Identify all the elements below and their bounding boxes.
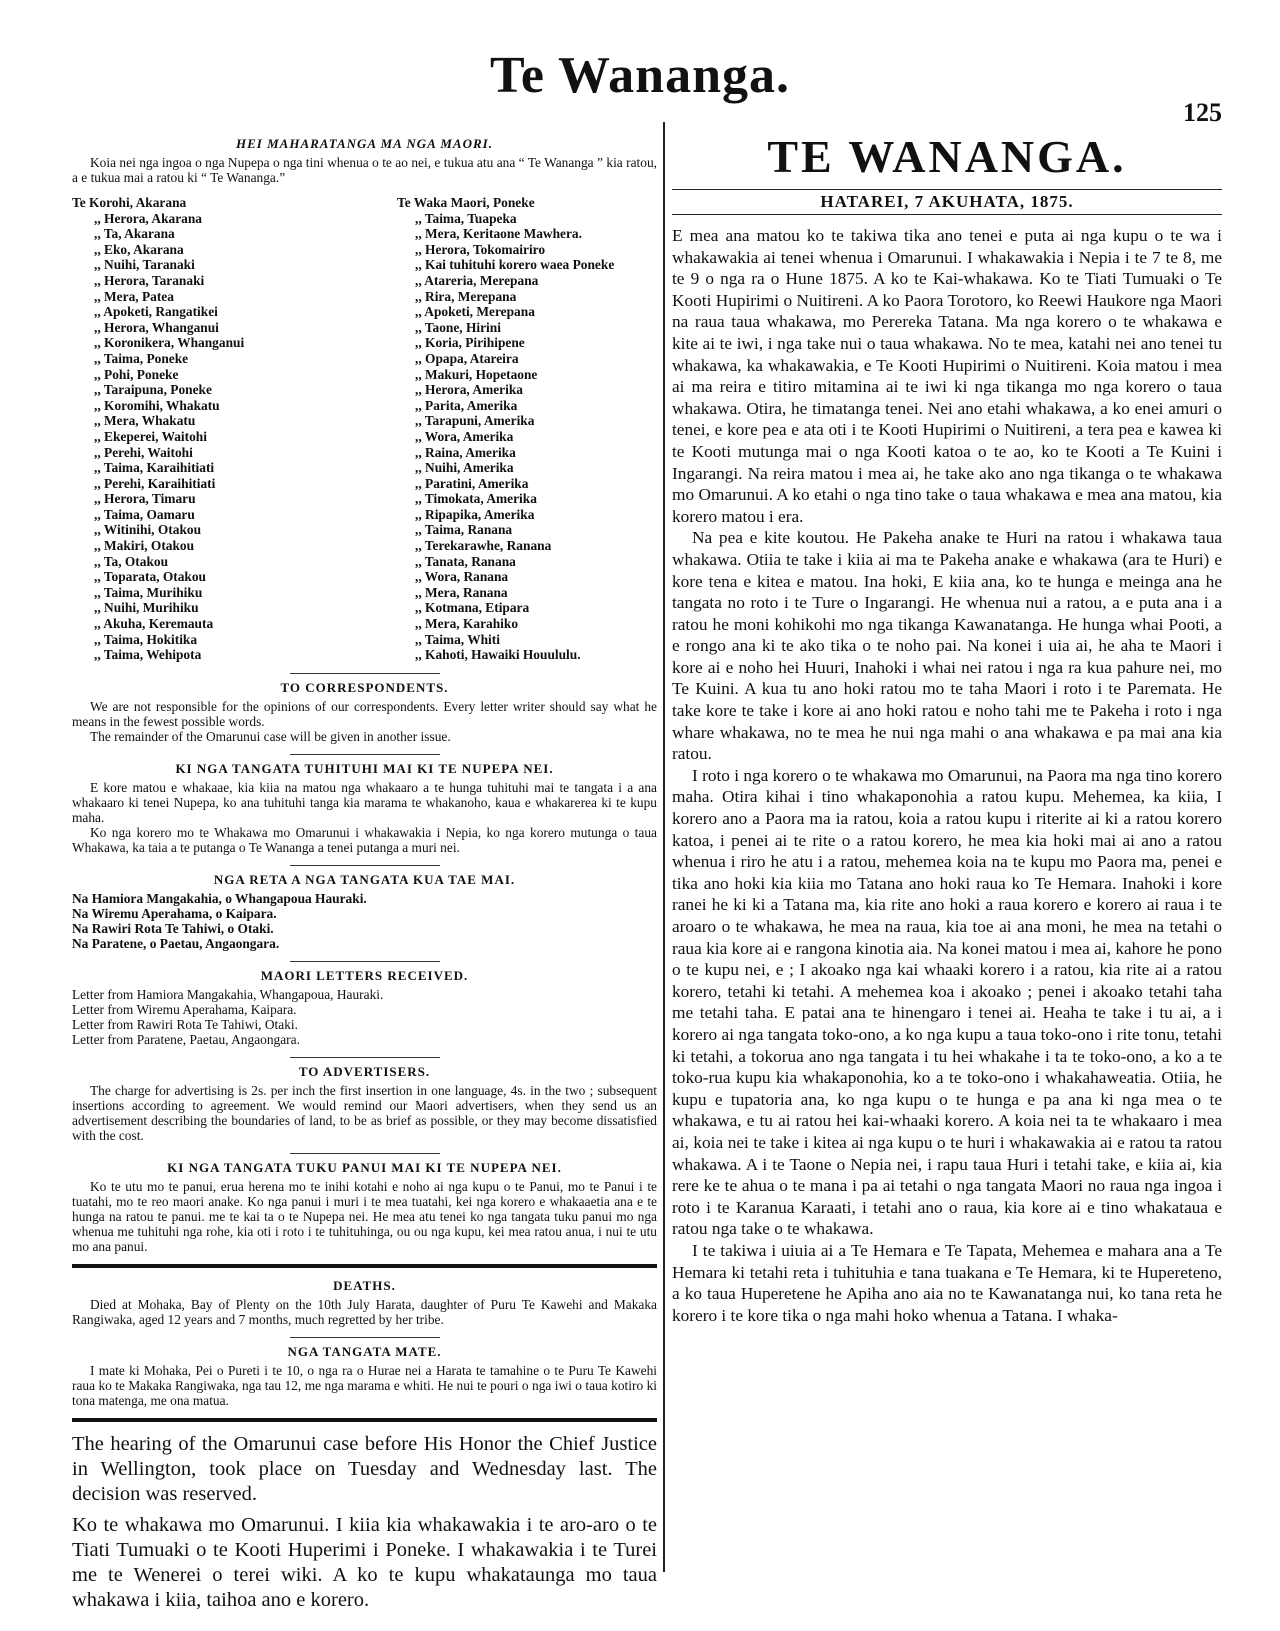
newspaper-name: ,, Taraipuna, Poneke xyxy=(94,382,212,398)
newspaper-name: ,, Kai tuhituhi korero waea Poneke xyxy=(415,257,615,273)
tuhituhi-text: E kore matou e whakaae, kia kiia na matou nga whakaaro a te hunga tuhituhi mai te tangata i a ana whakaaro ki tenei Nupepa, ko ana tuhituhi tanga kia marama te whakanoho, kaua e whakarerea ki te kupu maha. xyxy=(72,779,657,825)
newspaper-name: ,, Taima, Hokitika xyxy=(94,631,198,647)
letter-item: Letter from Wiremu Aperahama, Kaipara. xyxy=(72,1001,297,1017)
correspondents-text: We are not responsible for the opinions of our correspondents. Every letter writer should say what he means in the fewest possible words. xyxy=(72,698,657,729)
divider xyxy=(290,754,440,755)
newspaper-name: Te Korohi, Akarana xyxy=(72,195,187,210)
editorial-paragraph: I te takiwa i uiuia ai a Te Hemara e Te Tapata, Mehemea e mahara ana a Te Hemara ki tetahi reta i tuhituhia e tana tuakana e Te Hemara, ki te Hupereteno, a ko taua Huperetene he Apiha ano aia no te Kawanatanga nui, ko tana reta he korero i te kore tika o nga mahi hoko whenua a Tatana. I whaka- xyxy=(672,1240,1222,1325)
reta-item: Na Paratene, o Paetau, Angaongara. xyxy=(72,935,280,951)
newspaper-name: ,, Taima, Tuapeka xyxy=(415,210,517,226)
newspaper-name: ,, Wora, Amerika xyxy=(415,428,514,444)
thick-divider xyxy=(72,1264,657,1268)
newspaper-name: ,, Taima, Whiti xyxy=(415,631,500,647)
reta-title: NGA RETA A NGA TANGATA KUA TAE MAI. xyxy=(213,871,516,887)
newspaper-name: ,, Mera, Ranana xyxy=(415,584,508,600)
newspaper-list-col1 xyxy=(72,195,244,663)
editorial-paragraph: Na pea e kite koutou. He Pakeha anake te Huri na ratou i whakawa taua whakawa. Otiia te take i kiia ai ma te Pakeha anake e whakawa (ara te Huri) e kore tena e kitea e matou. Ina hoki, E kiia ana, ko te hunga e meinga ana he tangata no roto i te Ture o Ingarangi. He whenua nui a ratou, a e puta ana i a ratou he moni kohikohi mo nga tikanga Kawanatanga. He hunga whai Pooti, a e rongo ana ki te ako tika o te noho pai. Na konei i uia ai, he aha te Maori i kore ai e noho hei Huuri, Inahoki i whai nei ratou i nga ra kua pahure nei, mo Te Kuini. A kua tu ano hoki ratou mo te taha Maori i roto i te Paremata. He take kore te take i kore ai ano hoki ratou e noho tahi me te Pakeha i roto i nga whare whakawa, no te mea he nui nga mahi o ana whakawa e pa mai ana kia ratou. xyxy=(672,528,1222,764)
divider xyxy=(290,673,440,674)
newspaper-name: ,, Wora, Ranana xyxy=(415,569,509,585)
letter-item: Letter from Paratene, Paetau, Angaongara. xyxy=(72,1031,300,1047)
newspaper-name: ,, Perehi, Karaihitiati xyxy=(94,475,216,491)
newspaper-name: ,, Nuihi, Amerika xyxy=(415,460,514,476)
newspaper-name: ,, Mera, Karahiko xyxy=(415,616,519,632)
newspaper-name: ,, Taima, Oamaru xyxy=(94,506,195,522)
divider xyxy=(290,1153,440,1154)
newspaper-name: ,, Witinihi, Otakou xyxy=(94,522,202,538)
masthead: Te Wananga. xyxy=(489,47,791,104)
newspaper-name: ,, Taone, Hirini xyxy=(415,319,501,335)
newspaper-name: ,, Herora, Whanganui xyxy=(94,319,219,335)
maharatanga-title: HEI MAHARATANGA MA NGA MAORI. xyxy=(236,136,493,151)
editorial-body xyxy=(672,225,1222,1326)
newspaper-name: ,, Apoketi, Merepana xyxy=(415,304,535,320)
newspaper-name: ,, Parita, Amerika xyxy=(415,397,518,413)
newspaper-name: ,, Mera, Whakatu xyxy=(94,413,196,429)
newspaper-name: ,, Mera, Keritaone Mawhera. xyxy=(415,226,582,242)
page-number: 125 xyxy=(1183,98,1222,127)
newspaper-name: ,, Atareria, Merepana xyxy=(415,272,539,288)
letters-list xyxy=(72,987,657,1047)
newspaper-name: ,, Tarapuni, Amerika xyxy=(415,413,535,429)
left-column xyxy=(72,130,657,1619)
newspaper-name: ,, Timokata, Amerika xyxy=(415,491,537,507)
kiia-text: Ko te whakawa mo Omarunui. I kiia kia whakawakia i te aro-aro o te Tiati Tumuaki o te Kooti Huperimi i Poneke. I whakawakia i te Turei me te Wenerei o terei wiki. A ko te kupu whakataunga mo taua whakawa i kiia, taihoa ano e korero. xyxy=(72,1513,657,1611)
column-divider xyxy=(663,122,665,1572)
newspaper-name: ,, Kotmana, Etipara xyxy=(415,600,530,616)
reta-list xyxy=(72,891,657,951)
letter-item: Letter from Rawiri Rota Te Tahiwi, Otaki. xyxy=(72,1016,298,1032)
reta-item: Na Hamiora Mangakahia, o Whangapoua Hauraki. xyxy=(72,890,367,906)
deaths-text: Died at Mohaka, Bay of Plenty on the 10th July Harata, daughter of Puru Te Kawehi and Makaka Rangiwaka, aged 12 years and 7 months, much regretted by her tribe. xyxy=(72,1296,657,1327)
letters-title: MAORI LETTERS RECEIVED. xyxy=(260,967,469,983)
newspaper-name: ,, Rira, Merepana xyxy=(415,288,517,304)
reta-item: Na Rawiri Rota Te Tahiwi, o Otaki. xyxy=(72,920,274,936)
newspaper-name: ,, Taima, Murihiku xyxy=(94,584,203,600)
newspaper-name: ,, Nuihi, Taranaki xyxy=(94,257,195,273)
newspaper-name: ,, Makuri, Hopetaone xyxy=(415,366,538,382)
newspaper-name: ,, Tanata, Ranana xyxy=(415,553,516,569)
newspaper-name: ,, Kahoti, Hawaiki Houululu. xyxy=(415,647,581,663)
newspaper-name: ,, Apoketi, Rangatikei xyxy=(94,304,218,320)
newspaper-name: ,, Ripapika, Amerika xyxy=(415,506,535,522)
newspaper-name: ,, Herora, Tokomairiro xyxy=(415,241,546,257)
editorial-paragraph: E mea ana matou ko te takiwa tika ano tenei e puta ai nga kupu o te wa i whakawakia ai tenei whenua i Omarunui. I whakawakia i Nepia i te 7 te 8, me te 9 o nga ra o Hune 1875. A ko te Kai-whakawa. Ko te Tiati Tumuaki o Te Kooti Hupirimi o Nuitireni. A ko Paora Torotoro, ko Reewi Haukore nga Maori na raua taua whakawa, mo Perereka Tatana. Ma nga korero o te whakawa e kite ai te iwi, i nga take nui o taua whakawa. No te mea, katahi nei ano tenei tu whakawa, ka whakawakia, e Te Kooti Hupirimi o Nuitireni. Koia matou i mea ai ma reira e titiro mitamina ai te iwi ki nga tikanga mo nga korero o taua whakawa. Otira, he timatanga tenei. Nei ano etahi whakawa, a ko enei amuri o tenei, e kore pea e ata oti i te Kooti Hupirimi o Nuitireni, a tera pea e kawea ki te Kooti mutunga mai o nga Kooti katoa o te ao, ko te Kooti a Te Kuini i Ingarangi. Na reira matou i mea ai, he take ako ano nga tikanga o te whakawa mo Omarunui. A ko etahi o nga tino take o taua whakawa e mea ana matou, kia korero matou i era. xyxy=(672,226,1222,526)
newspaper-list xyxy=(72,195,657,663)
panui-text: Ko te utu mo te panui, erua herena mo te inihi kotahi e noho ai nga kupu o te Panui, mo te Panui i te tuatahi, mo te reo maori anake. Ko nga panui i muri i te mea tuatahi, kei nga korero e whakaaetia ana e te hunga na ratou te panui. me te kai ta o te Nupepa nei. He mea atu tenei ko nga tangata tuku panui mo nga whenua me tuhituhi nga rohe, kia oti i roto i te tuhituhinga, ou ou nga kupu, kei mea ratou anua, i nui te utu mo ana panui. xyxy=(72,1178,657,1254)
editorial-date: HATAREI, 7 AKUHATA, 1875. xyxy=(672,189,1222,215)
deaths-title: DEATHS. xyxy=(333,1277,396,1293)
right-column xyxy=(672,130,1222,1326)
newspaper-name: ,, Koria, Pirihipene xyxy=(415,335,525,351)
newspaper-name: ,, Pohi, Poneke xyxy=(94,366,179,382)
newspaper-name: ,, Terekarawhe, Ranana xyxy=(415,538,552,554)
reta-item: Na Wiremu Aperahama, o Kaipara. xyxy=(72,905,277,921)
newspaper-list-col2 xyxy=(397,195,657,663)
divider xyxy=(290,961,440,962)
advertisers-text: The charge for advertising is 2s. per inch the first insertion in one language, 4s. in the two ; subsequent insertions according to agreement. We would remind our Maori advertisers, when they send us an advertisement describing the boundaries of land, to be as brief as possible, or they may become dissatisfied with the cost. xyxy=(72,1082,657,1143)
newspaper-name: ,, Koronikera, Whanganui xyxy=(94,335,245,351)
newspaper-name: ,, Herora, Akarana xyxy=(94,210,202,226)
newspaper-name: ,, Herora, Timaru xyxy=(94,491,196,507)
newspaper-name: ,, Taima, Ranana xyxy=(415,522,513,538)
correspondents-title: TO CORRESPONDENTS. xyxy=(280,679,449,695)
newspaper-name: ,, Taima, Wehipota xyxy=(94,647,202,663)
divider xyxy=(290,865,440,866)
divider xyxy=(290,1337,440,1338)
newspaper-name: ,, Herora, Amerika xyxy=(415,382,523,398)
newspaper-name: ,, Opapa, Atareira xyxy=(415,350,519,366)
newspaper-name: ,, Koromihi, Whakatu xyxy=(94,397,220,413)
newspaper-name: ,, Eko, Akarana xyxy=(94,241,184,257)
newspaper-name: ,, Ta, Otakou xyxy=(94,553,169,569)
newspaper-name: ,, Makiri, Otakou xyxy=(94,538,195,554)
mate-title: NGA TANGATA MATE. xyxy=(287,1343,442,1359)
divider xyxy=(290,1057,440,1058)
letter-item: Letter from Hamiora Mangakahia, Whangapoua, Hauraki. xyxy=(72,986,384,1002)
newspaper-name: ,, Perehi, Waitohi xyxy=(94,444,193,460)
newspaper-name: ,, Paratini, Amerika xyxy=(415,475,529,491)
newspaper-name: ,, Taima, Poneke xyxy=(94,350,189,366)
maharatanga-intro: Koia nei nga ingoa o nga Nupepa o nga tini whenua o te ao nei, e tukua atu ana “ Te Wananga ” kia ratou, a e tukua mai a ratou ki “ Te Wananga.” xyxy=(72,155,657,185)
editorial-paragraph: I roto i nga korero o te whakawa mo Omarunui, na Paora ma nga tino korero maha. Otira kihai i tino whakaponohia a ratou kupu. Mehemea, ka kiia, I korero ano a Paora ma ia ratou, koia a ratou kupu i riterite ai ki a ratou korero katoa, i penei ai te rite o a ratou korero, he mea kia hoki mai ai ano a ratou whenua i riro he atu i a ratou, mehemea koia na te kupu mo Paora ma, penei e tika ano hoki kia kiia mo Tatana ano hoki raua ko Te Hemara. Inahoki i kore ranei he ki ki a Tatana ma, kia rite ano hoki a raua korero e korero ai raua i te aroaro o te whakawa, he mea na raua, kia toe ai ana moni, he mea na tetahi o raua kia kore ai e rangona kinotia aia. Na konei matou i mea ai, kahore he pono o te kupu nei, e ; I akoako nga kai whaaki korero i a ratou, kia rite ai a ratou korero, tetahi ki tetahi. A mehemea koa i akoako ; penei i akoako tetahi taha me tetahi taha. E patai ana te hinengaro i tenei ai. Heaha te take i tu ai, a i korero ai nga tangata toko-ono, a ko nga kupu a taua toko-ono i rite tonu, tetahi ki tetahi, a tokorua ano nga tangata i tu hei whakahe i ta te toko-ono, a ko a te toko-rua kupu kia whakaponohia, ko a te toko-ono i whakahaweatia. Otiia, he kupu e tupatoria ana, ko nga kupu o te hunga e pa ana ki nga mea o te whakawa, e tu ai ratou hei kai-whaaki korero. A koia nei ta te whakaaro i mea ai, koia nei te take i kitea ai nga kupu o te huri i whakawakia ai e ratou ta ratou whakawa. A i te Taone o Nepia nei, i rapu taua Huri i tetahi take, e kiia ai, kia rere ke te ahua o te mana i pa ai tetahi o nga tangata Maori no raua nga ingoa i roto i te Karanua Karaati, i tetahi ano o raua, kia kore ai e tino whakataua e ratou nga take o te whakawa. xyxy=(672,765,1222,1239)
thick-divider xyxy=(72,1418,657,1422)
newspaper-name: Te Waka Maori, Poneke xyxy=(397,195,535,210)
panui-title: KI NGA TANGATA TUKU PANUI MAI KI TE NUPEPA NEI. xyxy=(167,1159,562,1175)
newspaper-name: ,, Mera, Patea xyxy=(94,288,174,304)
newspaper-name: ,, Ekeperei, Waitohi xyxy=(94,428,207,444)
correspondents-note: The remainder of the Omarunui case will be given in another issue. xyxy=(90,728,451,744)
newspaper-name: ,, Akuha, Keremauta xyxy=(94,616,214,632)
tuhituhi-note: Ko nga korero mo te Whakawa mo Omarunui i whakawakia i Nepia, ko nga korero mutunga o taua Whakawa, ka taia a te putanga o Te Wananga a tenei putanga a muri nei. xyxy=(72,824,657,855)
newspaper-name: ,, Raina, Amerika xyxy=(415,444,516,460)
newspaper-name: ,, Taima, Karaihitiati xyxy=(94,460,215,476)
advertisers-title: TO ADVERTISERS. xyxy=(298,1063,431,1079)
newspaper-name: ,, Ta, Akarana xyxy=(94,226,175,242)
mate-text: I mate ki Mohaka, Pei o Pureti i te 10, o nga ra o Hurae nei a Harata te tamahine o te Puru Te Kawehi raua ko te Makaka Rangiwaka, nga tau 12, me nga marama e whiti. He nui te pouri o nga iwi o taua kotiro ki tona matenga, me ona matua. xyxy=(72,1362,657,1408)
tuhituhi-title: KI NGA TANGATA TUHITUHI MAI KI TE NUPEPA NEI. xyxy=(175,760,554,776)
newspaper-name: ,, Toparata, Otakou xyxy=(94,569,206,585)
editorial-title: TE WANANGA. xyxy=(767,131,1127,182)
newspaper-name: ,, Nuihi, Murihiku xyxy=(94,600,199,616)
hearing-text: The hearing of the Omarunui case before His Honor the Chief Justice in Wellington, took place on Tuesday and Wednesday last. The decision was reserved. xyxy=(72,1432,657,1505)
newspaper-name: ,, Herora, Taranaki xyxy=(94,272,205,288)
